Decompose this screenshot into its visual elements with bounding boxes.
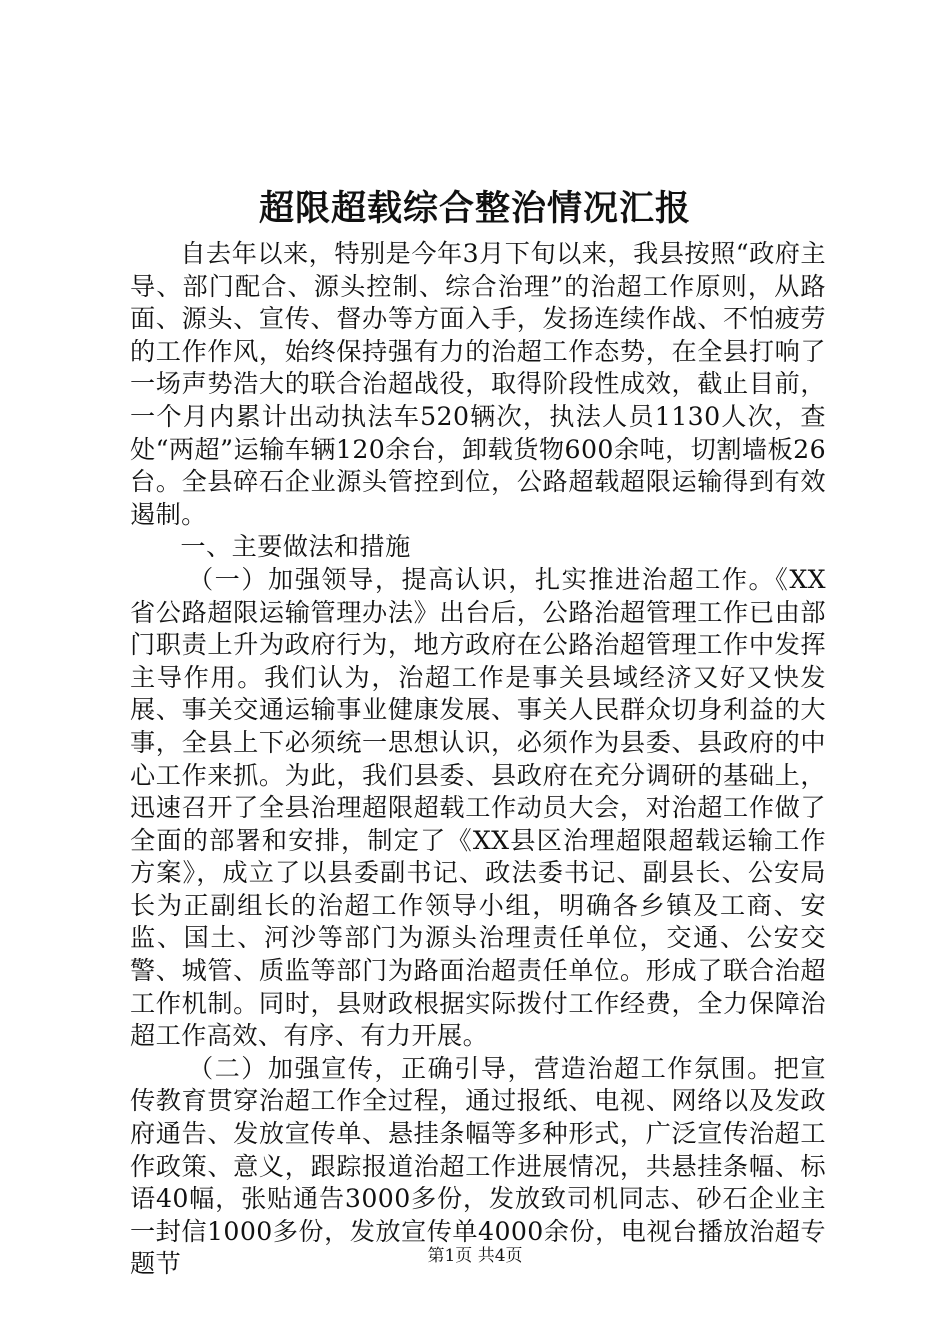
- paragraph-intro: 自去年以来，特别是今年3月下旬以来，我县按照“政府主导、部门配合、源头控制、综合治理”的治超工作原则，从路面、源头、宣传、督办等方面入手，发扬连续作战、不怕疲劳的工作作风，始终保持强有力的治超工作态势，在全县打响了一场声势浩大的联合治超战役，取得阶段性成效，截止目前，一个月内累计出动执法车520辆次，执法人员1130人次，查处“两超”运输车辆120余台，卸载货物600余吨，切割墙板26台。全县碎石企业源头管控到位，公路超载超限运输得到有效遏制。: [130, 239, 826, 529]
- paragraph-publicity: （二）加强宣传，正确引导，营造治超工作氛围。把宣传教育贯穿治超工作全过程，通过报纸、电视、网络以及发政府通告、发放宣传单、悬挂条幅等多种形式，广泛宣传治超工作政策、意义，跟踪报道治超工作进展情况，共悬挂条幅、标语40幅，张贴通告3000多份，发放致司机同志、砂石企业主一封信1000多份，发放宣传单4000余份，电视台播放治超专题节: [130, 1053, 826, 1279]
- document-body: [130, 238, 826, 1281]
- document-title: 超限超载综合整治情况汇报: [258, 188, 691, 229]
- section-heading-measures: 一、主要做法和措施: [180, 532, 411, 562]
- paragraph-leadership: （一）加强领导，提高认识，扎实推进治超工作。《XX省公路超限运输管理办法》出台后，公路治超管理工作已由部门职责上升为政府行为，地方政府在公路治超管理工作中发挥主导作用。我们认为，治超工作是事关县域经济又好又快发展、事关交通运输事业健康发展、事关人民群众切身利益的大事，全县上下必须统一思想认识，必须作为县委、县政府的中心工作来抓。为此，我们县委、县政府在充分调研的基础上，迅速召开了全县治理超限超载工作动员大会，对治超工作做了全面的部署和安排，制定了《XX县区治理超限超载运输工作方案》，成立了以县委副书记、政法委书记、副县长、公安局长为正副组长的治超工作领导小组，明确各乡镇及工商、安监、国土、河沙等部门为源头治理责任单位，交通、公安交警、城管、质监等部门为路面治超责任单位。形成了联合治超工作机制。同时，县财政根据实际拨付工作经费，全力保障治超工作高效、有序、有力开展。: [130, 564, 826, 1051]
- page-footer: 第1页 共4页: [427, 1246, 523, 1266]
